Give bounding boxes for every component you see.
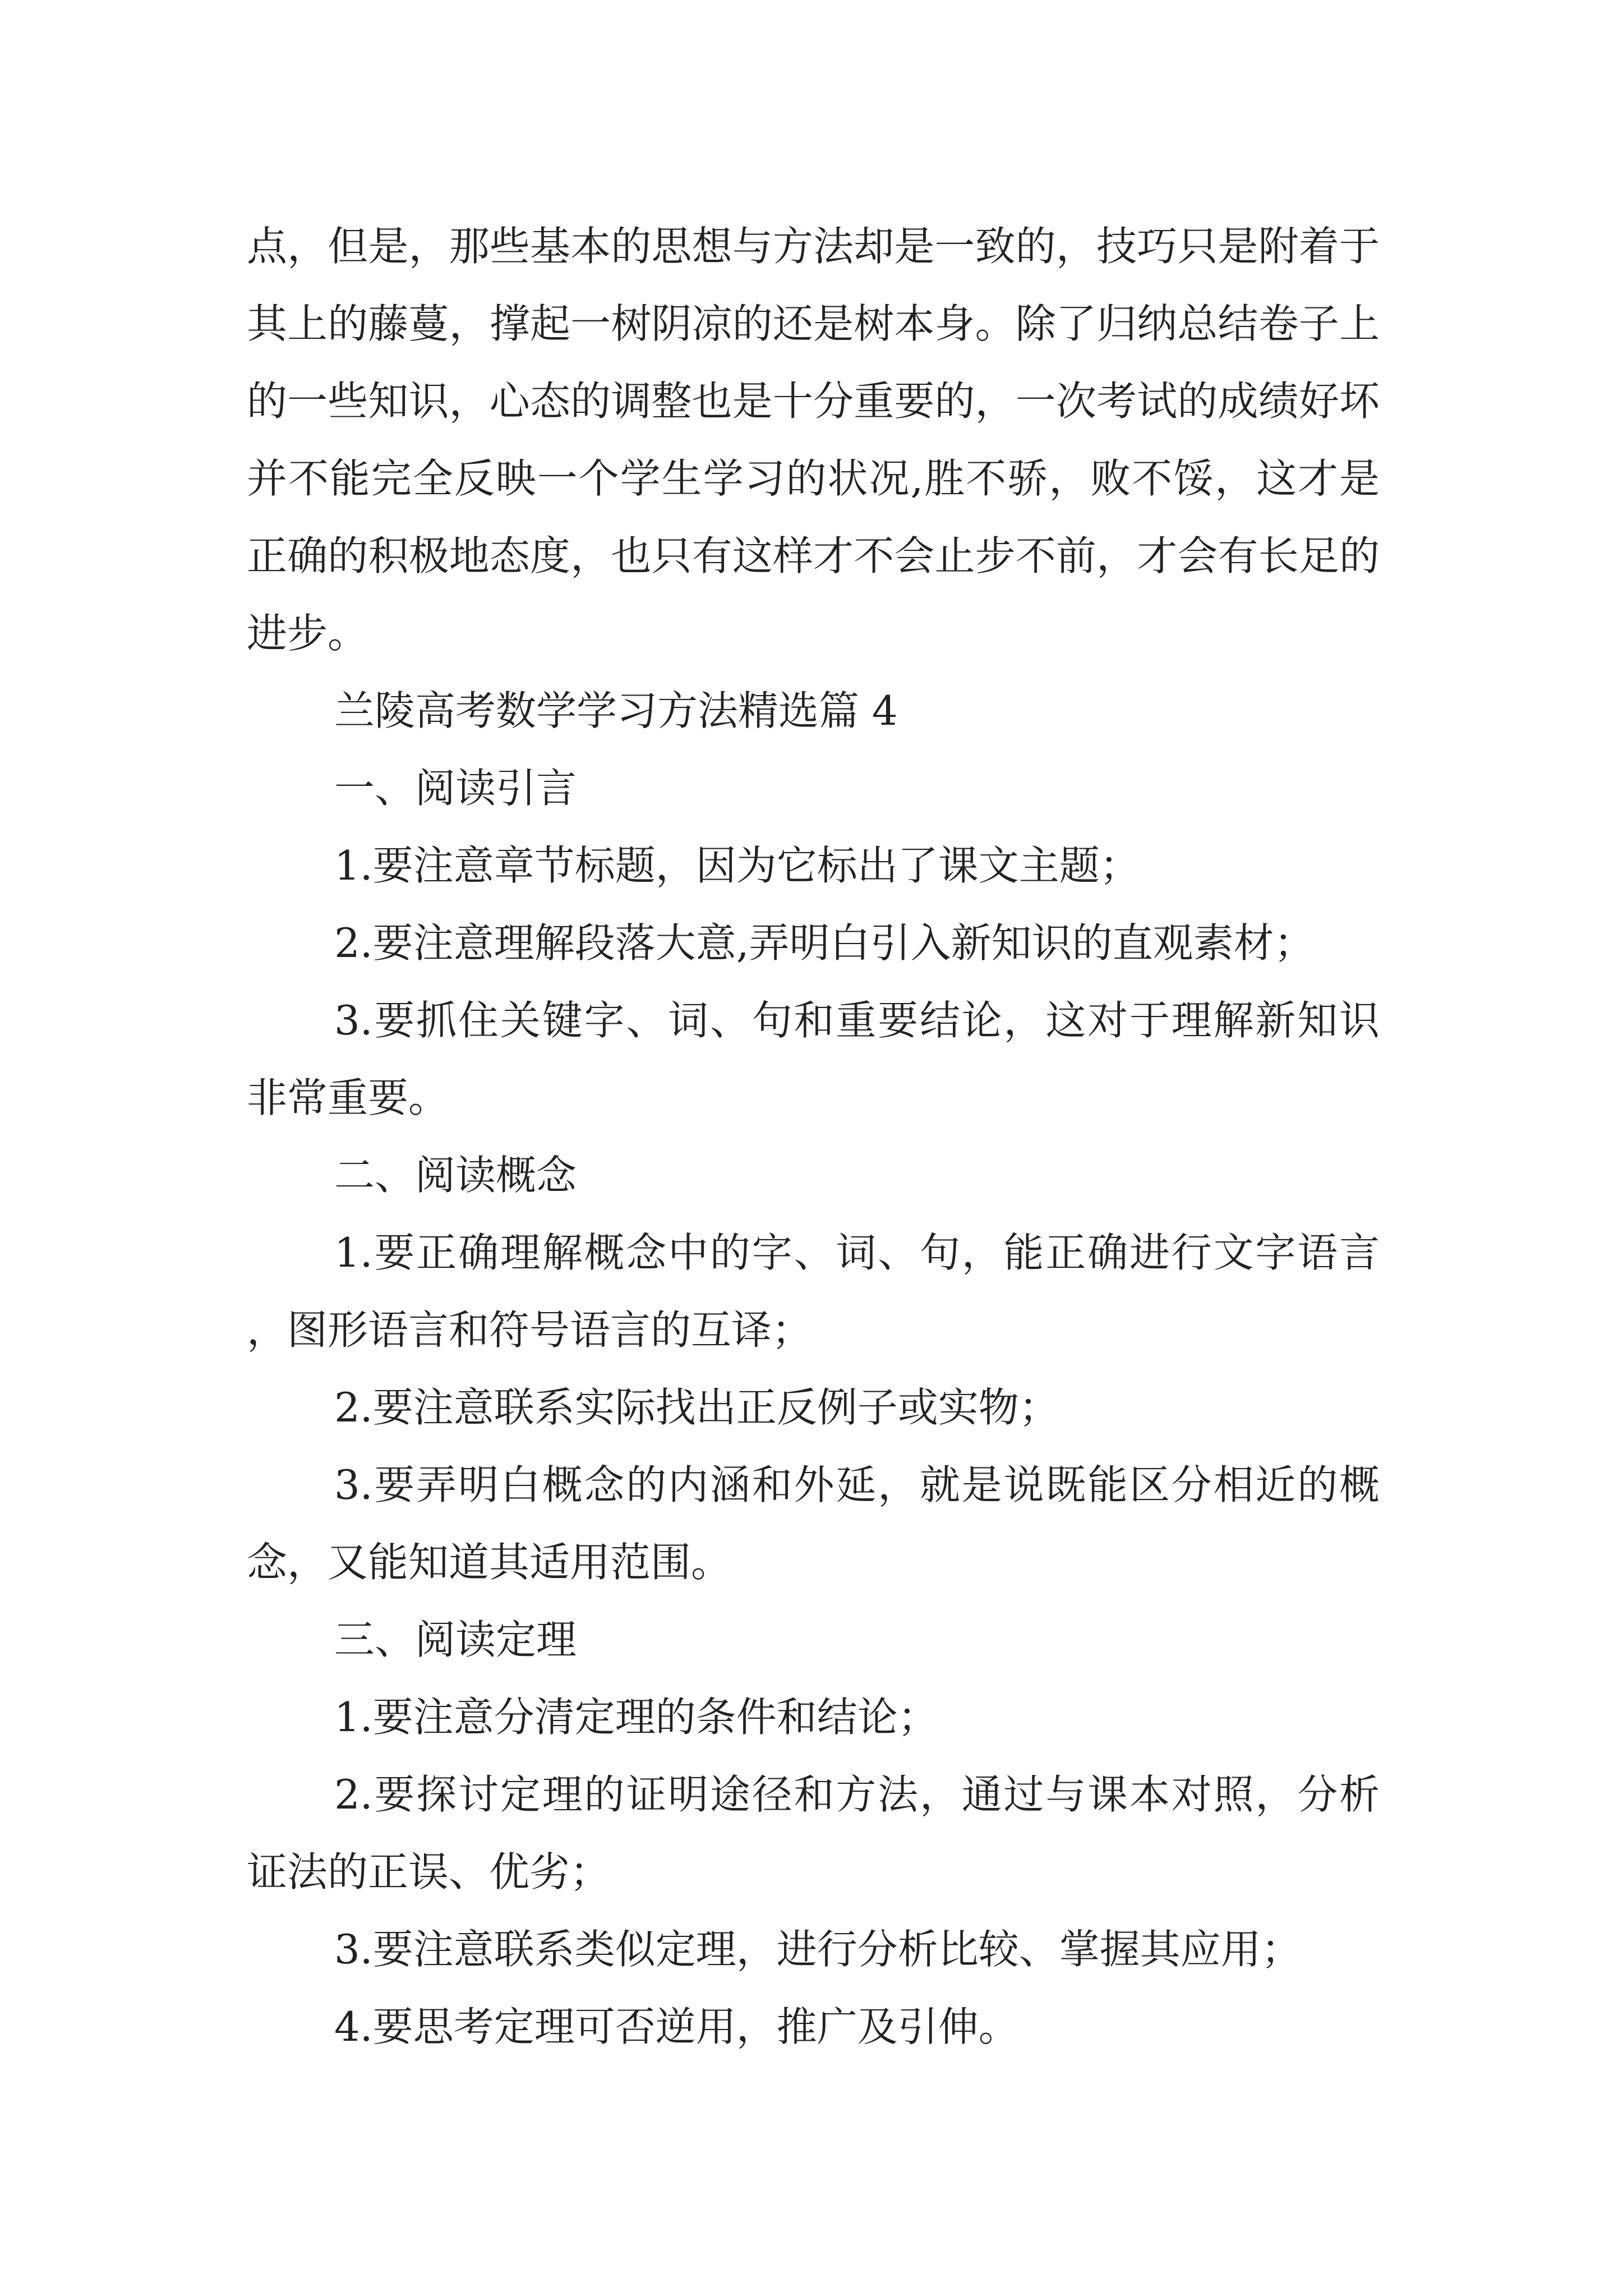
- list-item: 2.要注意理解段落大意,弄明白引入新知识的直观素材；: [334, 919, 1315, 967]
- list-item: 4.要思考定理可否逆用，推广及引伸。: [334, 2003, 1019, 2050]
- list-item: 3.要注意联系类似定理，进行分析比较、掌握其应用；: [334, 1926, 1302, 1973]
- section-title: 兰陵高考数学学习方法精选篇 4: [334, 687, 898, 734]
- document-body: [247, 208, 1380, 2065]
- continued-paragraph: 点，但是，那些基本的思想与方法却是一致的，技巧只是附着于其上的藤蔓，撑起一树阴凉的还是树本身。除了归纳总结卷子上的一些知识，心态的调整也是十分重要的，一次考试的成绩好坏并不能完全反映一个学生学习的状况,胜不骄，败不馁，这才是正确的积极地态度，也只有这样才不会止步不前，才会有长足的进步。: [247, 223, 1380, 657]
- list-item: 3.要弄明白概念的内涵和外延，就是说既能区分相近的概念，又能知道其适用范围。: [247, 1461, 1380, 1586]
- list-item: 3.要抓住关键字、词、句和重要结论，这对于理解新知识非常重要。: [247, 997, 1380, 1121]
- list-item: 1.要注意章节标题，因为它标出了课文主题；: [334, 842, 1140, 889]
- list-item: 2.要探讨定理的证明途径和方法，通过与课本对照，分析证法的正误、优劣；: [247, 1771, 1380, 1895]
- list-item: 1.要正确理解概念中的字、词、句，能正确进行文字语言，图形语言和符号语言的互译；: [247, 1229, 1380, 1354]
- list-item: 1.要注意分清定理的条件和结论；: [334, 1694, 938, 1741]
- list-item: 2.要注意联系实际找出正反例子或实物；: [334, 1384, 1059, 1431]
- heading-reading-introduction: 一、阅读引言: [334, 765, 577, 812]
- heading-reading-concepts: 二、阅读概念: [334, 1152, 577, 1199]
- heading-reading-theorems: 三、阅读定理: [334, 1616, 577, 1663]
